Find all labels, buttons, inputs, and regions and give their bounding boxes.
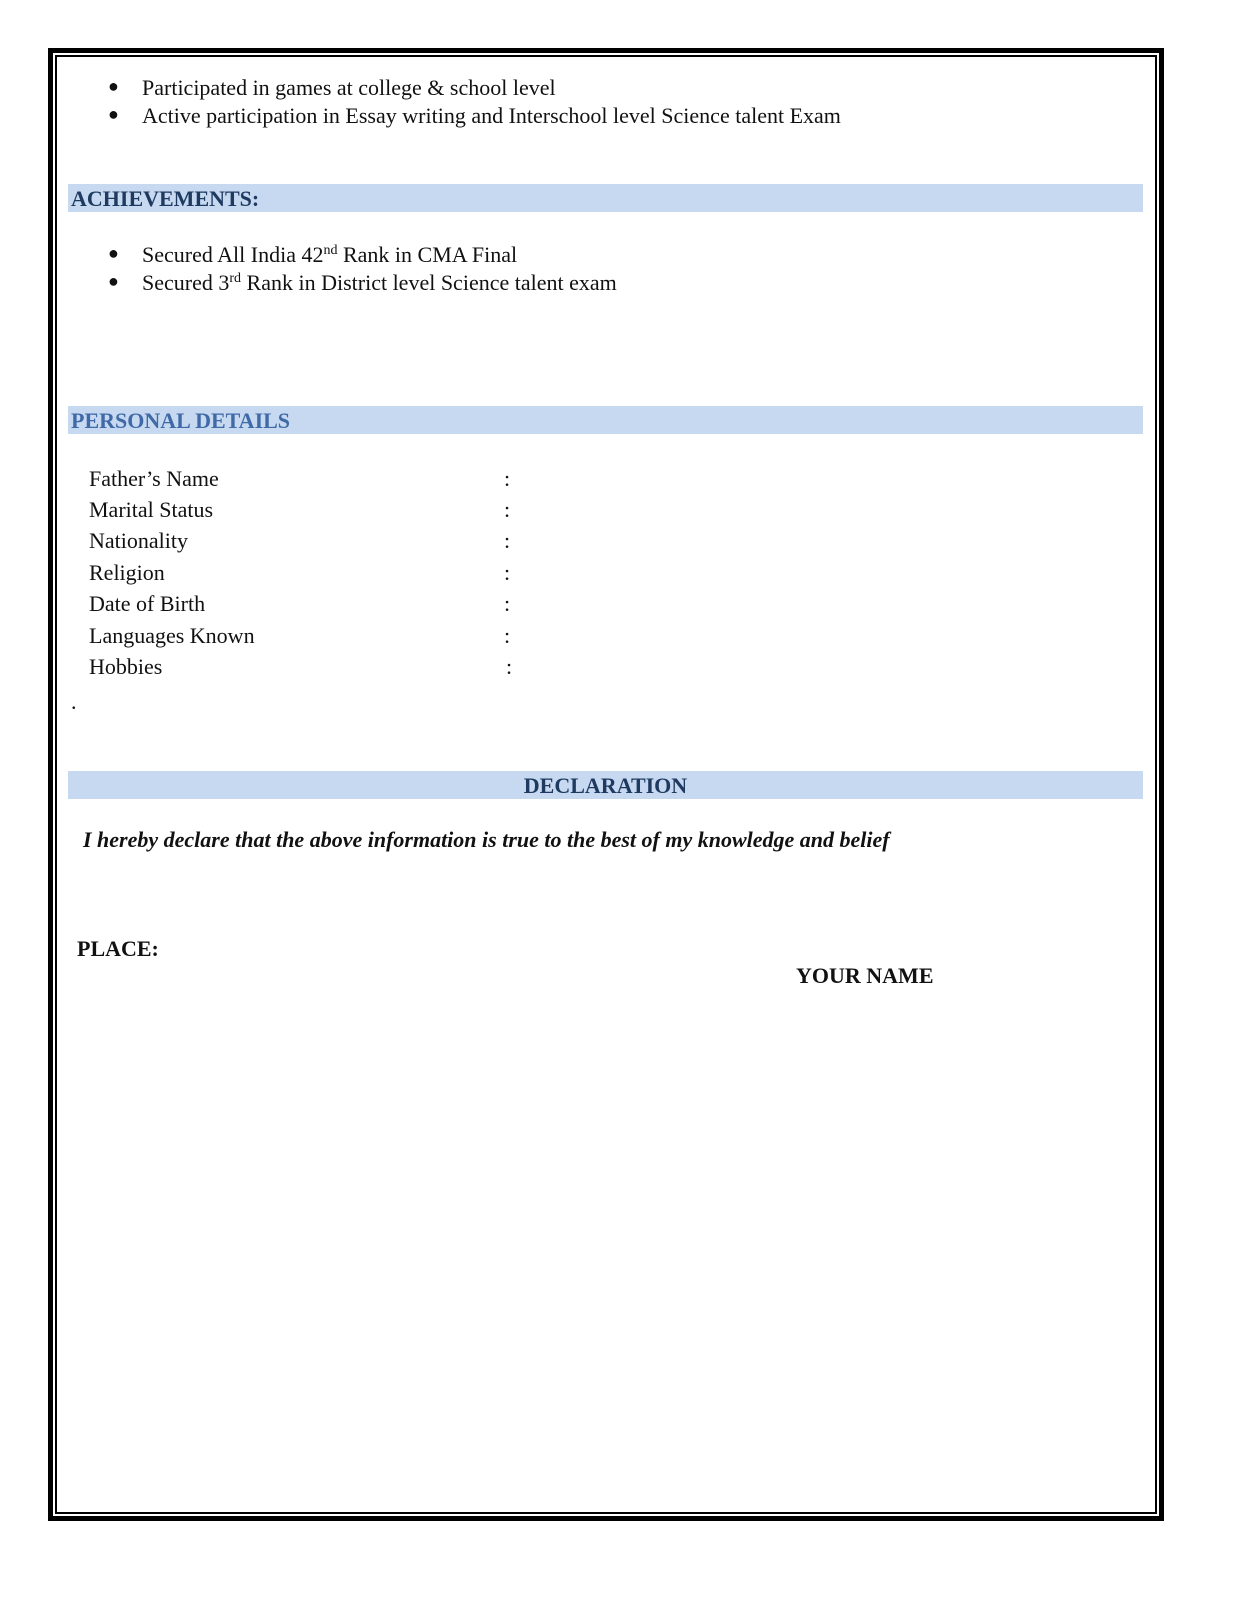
field-label: Date of Birth (89, 591, 206, 616)
bullet-icon: ● (108, 271, 119, 291)
item-text: Rank in District level Science talent exam (241, 270, 617, 295)
field-separator: : (506, 654, 513, 679)
declaration-text: I hereby declare that the above information is true to the best of my knowledge and belief (83, 827, 890, 852)
field-label: Nationality (89, 528, 188, 553)
item-text: Rank in CMA Final (337, 242, 518, 267)
bullet-icon: ● (108, 104, 119, 124)
field-label: Languages Known (89, 623, 255, 648)
field-label: Marital Status (89, 497, 214, 522)
item-sup: rd (229, 271, 242, 286)
field-label: Religion (89, 560, 165, 585)
item-sup: nd (323, 243, 338, 258)
trailing-dot: . (71, 689, 77, 714)
list-item (142, 269, 617, 297)
field-separator: : (504, 591, 511, 616)
personal-details-heading: PERSONAL DETAILS (68, 406, 1143, 434)
item-text: Secured All India 42 (142, 242, 324, 267)
field-separator: : (504, 497, 511, 522)
declaration-heading: DECLARATION (68, 771, 1143, 799)
field-label: Hobbies (89, 654, 163, 679)
bullet-icon: ● (108, 243, 119, 263)
field-separator: : (504, 560, 511, 585)
field-separator: : (504, 528, 511, 553)
field-separator: : (504, 466, 511, 491)
field-separator: : (504, 623, 511, 648)
field-label: Father’s Name (89, 466, 219, 491)
bullet-icon: ● (108, 76, 119, 96)
item-text: Secured 3 (142, 270, 230, 295)
achievements-heading: ACHIEVEMENTS: (68, 184, 1143, 212)
list-item: Active participation in Essay writing and Interschool level Science talent Exam (142, 103, 841, 128)
signature-name: YOUR NAME (796, 963, 934, 988)
list-item: Participated in games at college & school level (142, 75, 556, 100)
place-label: PLACE: (77, 936, 159, 961)
list-item (142, 241, 517, 269)
